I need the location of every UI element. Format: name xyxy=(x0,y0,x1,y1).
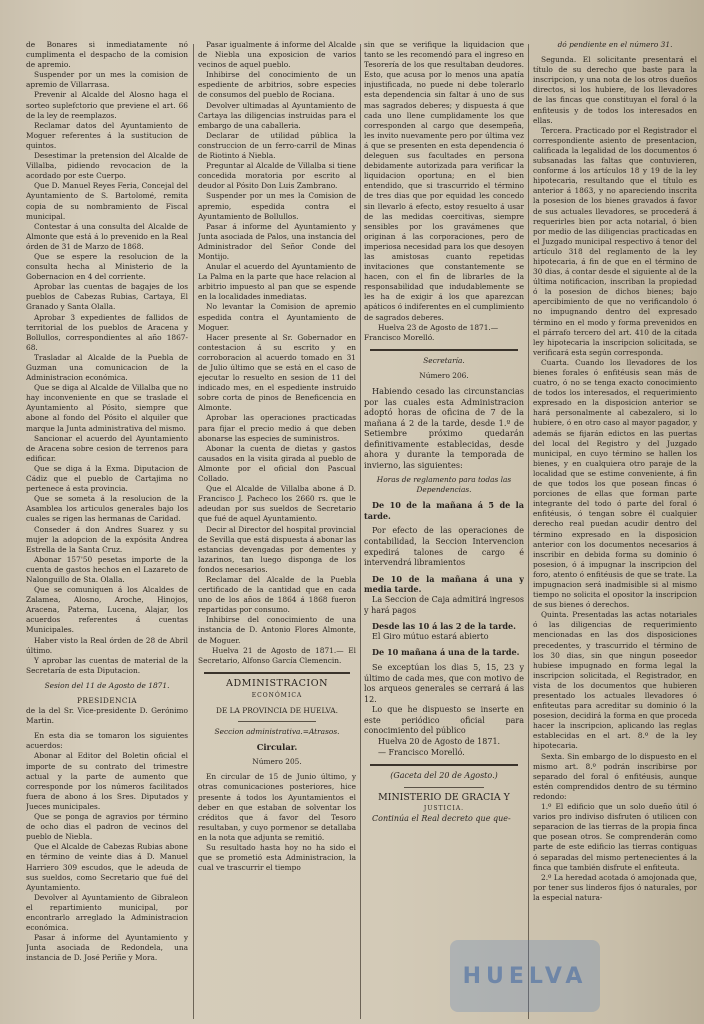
paragraph: Segunda. El solicitante presentará el título de su derecho que baste para la inscripcion, y una nota de los otros dueños directos, si los hubiere, de los llevadores de las fincas que constituyan el foral ó la enfiteusis y de todos los interesados en ellas. xyxy=(533,55,697,125)
paragraph: En circular de 15 de Junio último, y otras comunicaciones posteriores, hice presente á todos los Ayuntamientos el deber en que estaban de solventar los créditos que á favor del Tesoro resultaban, y cuyo pormenor se detallaba en la nota que adjunta se remitió. xyxy=(198,772,356,842)
paragraph: Prevenir al Alcalde del Alosno haga el sorteo suplefctorio que previene el art. 66 de la ley de reemplazos. xyxy=(26,90,188,120)
divider xyxy=(404,787,484,788)
paragraph: Que se ponga de agravios por término de ocho dias el padron de vecinos del pueblo de Niebla. xyxy=(26,812,188,842)
column-rule xyxy=(360,44,361,1019)
paragraph: La Seccion de Caja admitirá ingresos y hará pagos xyxy=(364,594,524,615)
paragraph: Reclamar datos del Ayuntamiento de Moguer referentes á la sustitucion de quintos. xyxy=(26,120,188,150)
paragraph: Que D. Manuel Reyes Feria, Concejal del Ayuntamiento de S. Bartolomé, remita copia de su nombramiento de Fiscal municipal. xyxy=(26,181,188,221)
paragraph: En esta dia se tomaron los siguientes acuerdos: xyxy=(26,731,188,751)
paragraph: Pasar á informe del Ayuntamiento y Junta asociada de Palos, una instancia del Administrador del Señor Conde del Montijo. xyxy=(198,221,356,261)
schedule-heading: De 10 de la mañana á 5 de la tarde. xyxy=(364,500,524,521)
paragraph: Devolver ultimadas al Ayuntamiento de Cartaya las diligencias instruidas para el embargo de una caballeria. xyxy=(198,100,356,130)
column-1 xyxy=(26,40,188,1022)
administration-subheading: ECONÓMICA xyxy=(251,691,303,699)
signature-date: Huelva 23 de Agosto de 1871.— xyxy=(378,322,499,332)
paragraph: Haber visto la Real órden de 28 de Abril último. xyxy=(26,635,188,655)
circular-heading: Circular. xyxy=(256,742,298,753)
paragraph: Lo que he dispuesto se inserte en este periódico oficial para conocimiento del público xyxy=(364,705,524,736)
gaceta-reference: (Gaceta del 20 de Agosto.) xyxy=(390,771,498,781)
section-divider xyxy=(204,672,350,674)
paragraph: Inhibirse del conocimiento de una instancia de D. Antonio Flores Almonte, de Moguer. xyxy=(198,615,356,645)
paragraph: 1.º El edificio que un solo dueño útil ó varios pro indiviso disfruten ó utilicen con separacion de las tierras de la propia finca que posean otros. Se comprenderán como parte de este edificio las tierras contiguas ó separadas del mismo pertenecientes á la finca que también disfrute el enfiteuta. xyxy=(533,802,697,872)
continuation-heading: dó pendiente en el número 31. xyxy=(557,40,673,49)
section-divider xyxy=(370,349,518,351)
schedule-heading: De 10 de la mañana á una y media tarde. xyxy=(364,573,524,595)
paragraph: Trasladar al Alcalde de la Puebla de Guzman una comunicacion de la Administracion económica. xyxy=(26,352,188,383)
paragraph: Tercera. Practicado por el Registrador el correspondiente asiento de presentacion, calificada la legalidad de los documentos ó subsanadas las faltas que contuvieren, conforme á los artículos 18 y 19 de la ley hipotecaria, resultando que el título es anterior á 1863, y no apareciendo inscrita la posesion de los bienes gravados á favor de sus actuales llevadores, se procederá á requerirles bien por acta notarial, ó bien por medio de las diligencias practicadas en el Juzgado municipal respectivo á tenor del artículo 318 del reglamento de la ley hipotecaria, á fin de que en el término de 30 dias, á contar desde el siguiente al de la última notificacion, inscriban la propiedad ó la posesion de dichos bienes; bajo apercibimiento de que no verificandolo ó no impugnando dentro del expresado término en el modo y forma prevenidos en el párrafo tercero del art. 410 de la citada ley hipotecaria la inscripcion solicitada, se verificará esta según corresponda. xyxy=(533,125,697,357)
paragraph: Abonar 157'50 pesetas importe de la cuenta de gastos hechos en el Lazareto de Nalonguillo de Sta. Olalla. xyxy=(26,554,188,584)
notice-number: Número 206. xyxy=(419,370,469,380)
paragraph: Suspender por un mes la Comision de apremio, espedida contra el Ayuntamiento de Bollullos. xyxy=(198,191,356,221)
section-divider xyxy=(370,764,518,766)
paragraph: Sancionar el acuerdo del Ayuntamiento de Aracena sobre cesion de terrenos para edificar. xyxy=(26,433,188,463)
paragraph: Cuarta. Cuando los llevadores de los bienes forales ó enfitéusis sean más de cuatro, ó no se tenga exacto conocimiento de todos los interesados, el requerimiento expresado en la disposicion anterior se hará personalmente al cabezalero, si lo hubiere, ó en otro caso al mayor pagador, y además se fijarán edictos en las puertas del local del Registro y del Juzgado municipal, en cuyo término se hallen los bienes, y en cualquiera otro paraje de la localidad que se estime conveniente, á fin de que todos los que posean fincas ó porciones de ellas que forman parte integrante del todo ó parte del foral ó enfitéusis, ó tengan sobre él cualquier derecho real puedan acudir dentro del término expresado en la disposicion anterior con los documentos necesarios á inscribir en debida forma su dominio ó posesion, ó á impugnar la inscripcion del foro, atento ó enfitéusis de que se trate. La impugnacion será inadmisible si al mismo tiempo no solicita el opositor la inscripcion de sus bienes ó derechos. xyxy=(533,357,697,610)
paragraph: Sexta. Sin embargo de lo dispuesto en el mismo art. 8.º podrán inscribirse por separado del foral ó enfitéusis, aunque estén comprendidos dentro de su término redondo: xyxy=(533,751,697,801)
paragraph: Quinta. Presentadas las actas notariales ó las diligencias de requerimiento mencionadas en las dos disposiciones precedentes, y trascurrido el término de los 30 dias, sin que ningun poseedor hubiese impugnado en forma legal la inscripcion solicitada, el Registrador, en vista de los documentos que hubieren presentado los actuales llevadores ó enfiteutas para acreditar su dominio ó la posesion, decidirá la forma en que proceda hacer la inscripcion, aplicando las reglas establecidas en el art. 8.º de la ley hipotecaria. xyxy=(533,610,697,751)
paragraph: Suspender por un mes la comision de apremio de Villarrasa. xyxy=(26,70,188,90)
signature-name: Francisco Morelló. xyxy=(364,332,435,342)
paragraph: Y aprobar las cuentas de material de la Secretaría de esta Diputacion. xyxy=(26,655,188,675)
paragraph: Abonar la cuenta de dietas y gastos causados en la visita girada al pueblo de Almonte por el oficial don Pascual Collado. xyxy=(198,443,356,484)
paragraph: Abonar al Editor del Boletin oficial el importe de su contrato del trimestre actual y la parte de aumento que corresponde por los números facilitados fuera de abono á los Sres. Diputados y Jueces municipales. xyxy=(26,751,188,811)
administration-heading: ADMINISTRACION xyxy=(226,677,328,689)
paragraph: 2.º La heredad acotada ó amojonada que, por tener sus linderos fijos ó naturales, por la especial natura- xyxy=(533,872,697,902)
paragraph: Que el Alcalde de Villalba abone á D. Francisco J. Pacheco los 2660 rs. que le adeudan por sus sueldos de Secretario que fué de aquel Ayuntamiento. xyxy=(198,484,356,524)
paragraph: Inhibirse del conocimiento de un espediente de arbitrios, sobre especies de consumos del pueblo de Rociana. xyxy=(198,70,356,100)
signature-date: Huelva 20 de Agosto de 1871. xyxy=(378,737,501,747)
paragraph: No levantar la Comision de apremio espedida contra el Ayuntamiento de Moguer. xyxy=(198,302,356,332)
paragraph: de Bonares si inmediatamente nó cumplimenta el despacho de la comision de apremio. xyxy=(26,40,188,70)
column-2 xyxy=(198,40,356,1022)
paragraph: Se exceptúan los dias 5, 15, 23 y último de cada mes, que con motivo de los arqueos generales se cerrará á las 12. xyxy=(364,662,524,704)
notice-number: Número 205. xyxy=(252,757,302,767)
section-label: Seccion administrativa.=Atrasos. xyxy=(214,727,340,737)
column-rule xyxy=(528,44,529,1019)
column-rule xyxy=(193,44,194,1019)
paragraph: Conseder á don Andres Suarez y su mujer la adopcion de la expósita Andrea Estrella de la Santa Cruz. xyxy=(26,524,188,554)
paragraph: El Giro mútuo estará abierto xyxy=(372,631,489,641)
decree-paragraph: Habiendo cesado las circunstancias por las cuales esta Administracion adoptó horas de oficina de 7 de la mañana á 2 de la tarde, desde 1.º de Setiembre próximo quedarán definitivamente establecidas, desde ahora y durante la temporada de invierno, las siguientes: xyxy=(364,386,524,470)
paragraph: Hacer presente al Sr. Gobernador en contestacion á su escrito y en corroboracion al acuerdo tomado en 31 de Julio último que se está en el caso de ejecutar lo resuelto en sesion de 11 del indicado mes, en el espediente instruido sobre corta de pinos de Beneficencia en Almonte. xyxy=(198,332,356,413)
continuation-line: Continúa el Real decreto que que- xyxy=(372,814,511,824)
column-4 xyxy=(533,40,697,1022)
paragraph: Pasar igualmente á informe del Alcalde de Niebla una exposicion de varios vecinos de aquel pueblo. xyxy=(198,40,356,70)
paragraph: Devolver al Ayuntamiento de Gibraleon el repartimiento municipal, por encontrarlo arreglado la Administracion económica. xyxy=(26,892,188,933)
presidency-heading: PRESIDENCIA xyxy=(76,696,137,705)
column-3 xyxy=(364,40,524,1022)
paragraph: Aprobar las operaciones practicadas para fijar el precio medio á que deben abonarse las especies de suministros. xyxy=(198,413,356,443)
paragraph: Declarar de utilidad pública la construccion de un ferro-carril de Minas de Riotinto á Niebla. xyxy=(198,130,356,161)
paragraph: Por efecto de las operaciones de contabilidad, la Seccion Intervencion expedirá talones de cargo é intervendrá libramientos xyxy=(364,526,524,568)
signature-name: — Francisco Morelló. xyxy=(378,747,465,757)
paragraph: Que se espere la resolucion de la consulta hecha al Ministerio de la Gobernacion en 4 del corriente. xyxy=(26,251,188,282)
presidency-line: de la del Sr. Vice-presidente D. Gerónimo Martin. xyxy=(26,706,188,726)
divider xyxy=(238,721,316,722)
paragraph: Reclamar del Alcalde de la Puebla certificado de la cantidad que en cada uno de los años de 1864 á 1868 fueron repartidas por consumo. xyxy=(198,574,356,615)
paragraph: Su resultado hasta hoy no ha sido el que se prometió esta Administracion, la cual ve trascurrir el tiempo xyxy=(198,843,356,873)
province-heading: DE LA PROVINCIA DE HUELVA. xyxy=(215,706,338,715)
library-stamp: HUELVA xyxy=(450,940,600,1012)
paragraph: Que se diga al Alcalde de Villalba que no hay inconveniente en que se traslade el Ayuntamiento al Pósito, siempre que abone al fondo del Pósito el alquiler que marque la Junta administrativa del mismo. xyxy=(26,383,188,433)
ministry-heading: MINISTERIO DE GRACIA Y xyxy=(378,791,510,803)
paragraph: Contestar á una consulta del Alcalde de Almonte que está á lo prevenido en la Real órden de 31 de Marzo de 1868. xyxy=(26,221,188,251)
schedule-heading: Desde las 10 á las 2 de la tarde. xyxy=(372,621,516,632)
paragraph: Que se comuniquen á los Alcaldes de Zalamea, Alosno, Aroche, Hinojos, Aracena, Paterna, Lucena, Alajar, los acuerdos referentes á cuentas Municipales. xyxy=(26,585,188,635)
paragraph: Aprobar 3 expedientes de fallidos de territorial de los pueblos de Aracena y Bollullos, correspondientes al año 1867-68. xyxy=(26,312,188,352)
schedule-heading: De 10 mañana á una de la tarde. xyxy=(372,647,520,658)
paragraph: Que el Alcalde de Cabezas Rubias abone en término de veinte dias á D. Manuel Harriero 309 escudos, que le adeuda de sus sueldos, como Secretario que fué del Ayuntamiento. xyxy=(26,842,188,892)
paragraph: Pasar á informe del Ayuntamiento y Junta asociada de Redondela, una instancia de D. José Periñe y Mora. xyxy=(26,933,188,963)
paragraph: Aprobar las cuentas de bagajes de los pueblos de Cabezas Rubias, Cartaya, El Granado y Santa Olalla. xyxy=(26,282,188,312)
paragraph: Preguntar al Alcalde de Villalba si tiene concedida moratoria por escrito al deudor al Pósito Don Luis Zambrano. xyxy=(198,161,356,191)
paragraph: Que se someta á la resolucion de la Asamblea los articulos generales bajo los cuales se rigen las hermanas de Caridad. xyxy=(26,494,188,524)
paragraph: Que se diga á la Exma. Diputacion de Cádiz que el pueblo de Cartajima no pertenece á esta provincia. xyxy=(26,463,188,494)
secretaria-heading: Secretaría. xyxy=(423,355,465,365)
hours-title: Horas de reglamento para todas las Dependencias. xyxy=(376,475,512,495)
ministry-subheading: JUSTICIA. xyxy=(423,804,465,812)
paragraph: sin que se verifique la liquidacion que tanto se les recomendó para el ingreso en Tesorería de los que resultaban deudores. Esto, que acusa por lo menos una apatía injustificada, no puede ni debe tolerarlo esta dependencia sin faltar á uno de sus mas sagrados deberes; y dispuesta á que cada uno llene cumplidamente los que corresponden al cargo que desempeña, les invito nuevamente pero por última vez á que se presenten en esta dependencia ó deleguen sus facultades en persona debidamente autorizada para verificar la liquidacion oportuna; en el bien entendido, que si trascurrido el término de tres dias que por equidad les concedo sin llevarlo á efecto, estoy resuelto á usar de las medidas coercitivas, siempre sensibles por los gravámenes que originan á las corporaciones, pero de imperiosa necesidad para los que desoyen las amistosas cuanto repetidas invitaciones que constantemente se hacen, con el fin de librarles de la responsabilidad que indudablemente se les ha de exigir á los que aparezcan apáticos ó indiferentes en el cumplimiento de sagrados deberes. xyxy=(364,40,524,322)
signature-line: Huelva 21 de Agosto de 1871.— El Secretario, Alfonso García Clemencin. xyxy=(198,645,356,665)
session-heading: Sesion del 11 de Agosto de 1871. xyxy=(44,680,170,690)
paragraph: Anular el acuerdo del Ayuntamiento de La Palma en la parte que hace relacion al arbitrio impuesto al pan que se espende en la localidades inmediatas. xyxy=(198,262,356,302)
paragraph: Desestimar la pretension del Alcalde de Villalba, pidiendo revocacion de la acordado por este Cuerpo. xyxy=(26,151,188,181)
paragraph: Decir al Director del hospital provincial de Sevilla que está dispuesta á abonar las estancias devengadas por dementes y lazarinos, tan luego disponga de los fondos necesarios. xyxy=(198,524,356,574)
